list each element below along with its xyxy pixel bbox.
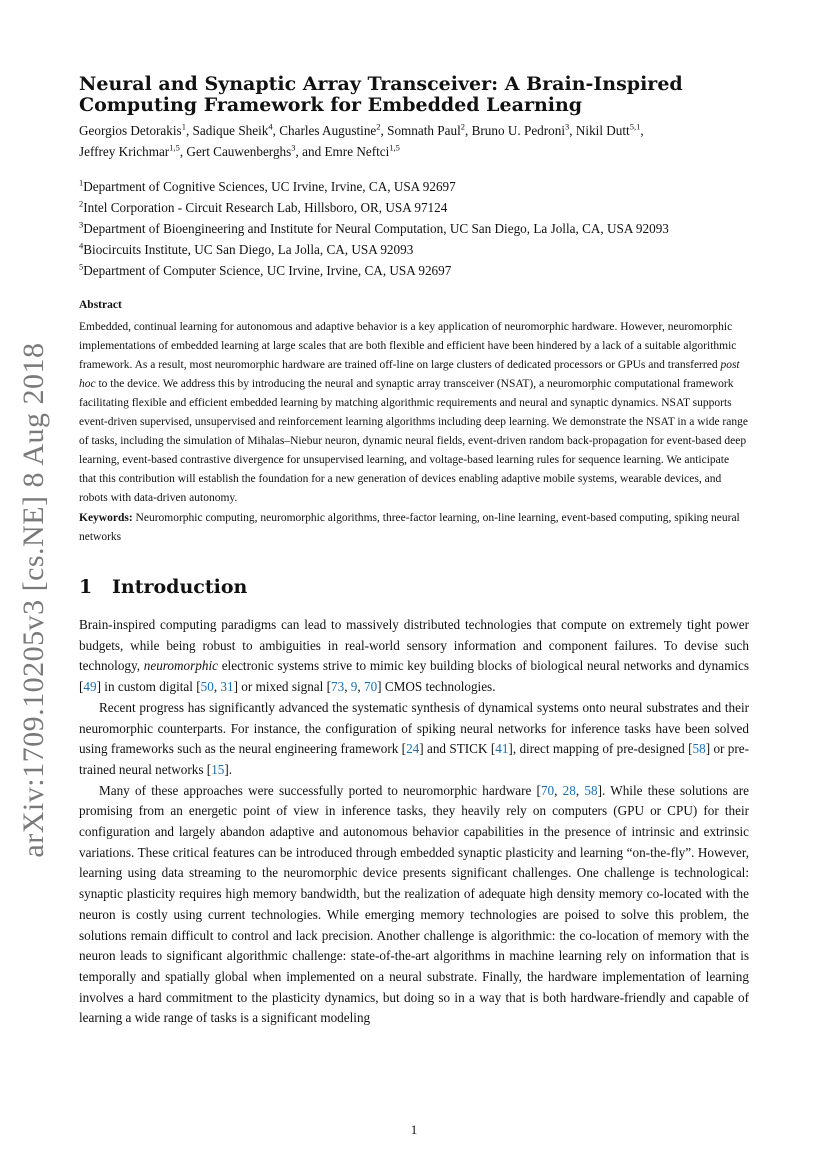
arxiv-stamp-text: arXiv:1709.10205v3 [cs.NE] 8 Aug 2018: [17, 342, 50, 858]
citation-link[interactable]: 70: [540, 782, 555, 798]
abstract-text: Embedded, continual learning for autonomous and adaptive behavior is a key application of neuromorphic hardware. However, neuromorphic implementations of embedded learning at large scales that are both flexible and efficient have been hindered by a lack of a suitable algorithmic framework. As a result, most neuromorphic hardware are trained off-line on large clusters of dedicated processors or GPUs and transferred post hoc to the device. We address this by introducing the neural and synaptic array transceiver (NSAT), a neuromorphic computational framework facilitating flexible and efficient embedded learning by matching algorithmic requirements and neural and synaptic dynamics. NSAT supports event-driven supervised, unsupervised and reinforcement learning algorithms including deep learning. We demonstrate the NSAT in a wide range of tasks, including the simulation of Mihalas–Niebur neuron, dynamic neural fields, event-driven random back-propagation for event-based deep learning, event-based contrastive divergence for unsupervised learning, and voltage-based learning rules for sequence learning. We anticipate that this contribution will establish the foundation for a new generation of devices enabling adaptive mobile systems, wearable devices, and robots with data-driven autonomy.: [79, 321, 748, 504]
citation-link[interactable]: 50: [200, 679, 214, 695]
citation-link[interactable]: 9: [350, 679, 358, 695]
paragraph: Recent progress has significantly advanced the systematic synthesis of dynamical systems onto neural substrates and their neuromorphic counterparts. For instance, the configuration of spiking neural networks for inference tasks have been solved using frameworks such as the neural engineering framework [24] and STICK [41], direct mapping of pre-designed [58] or pre-trained neural networks [15].: [79, 699, 750, 777]
author-list: Georgios Detorakis$^1$, Sadique Sheik$^4$, Charles Augustine$^2$, Somnath Paul$^2$, Bruno U. Pedroni$^3$, Nikil Dutt$^{5,1}$, Jeffrey Krichmar$^{1,5}$, Gert Cauwenberghs$^3$, and Emre Neftci$^{1,5}$: [79, 121, 644, 159]
keywords: [79, 509, 749, 547]
affiliation-list: [79, 176, 749, 281]
citation-link[interactable]: 58: [584, 782, 598, 798]
citation-link[interactable]: 24: [406, 741, 420, 757]
citation-link[interactable]: 41: [495, 741, 509, 757]
author: Georgios Detorakis$^1$: [79, 121, 186, 138]
author: Bruno U. Pedroni$^3$: [471, 121, 570, 138]
affiliation-item: $^4$Biocircuits Institute, UC San Diego, La Jolla, CA, USA 92093: [79, 240, 414, 257]
author-conjunction: and: [302, 144, 322, 159]
author: Nikil Dutt$^{5,1}$: [575, 121, 641, 138]
author: Charles Augustine$^2$: [279, 121, 381, 138]
keywords-label: Keywords:: [79, 512, 133, 524]
page-number: 1: [410, 1122, 418, 1137]
paragraph: Many of these approaches were successfully ported to neuromorphic hardware [70, 28, 58]. While these solutions are promising from an energetic point of view in inference tasks, they heavily rely on computers (GPU or CPU) for their configuration and largely abandon adaptive and autonomous behavior capabilities in the presence of intrinsic and extrinsic variations. These critical features can be introduced through embedded synaptic plasticity and learning “on-the-fly”. However, learning using data streaming to the neuromorphic device presents significant challenges. One challenge is technological: synaptic plasticity requires high memory bandwidth, but the realization of adequate high density memory co-located with the neuron is costly using current technologies. While emerging memory technologies are poised to solve this problem, the solutions remain difficult to control and lack precision. Another challenge is algorithmic: the co-location of memory with the neuron leads to significant algorithmic challenge: state-of-the-art algorithms in machine learning rely on information that is temporally and spatially global when implemented on a neural substrate. Finally, the hardware implementation of learning involves a hard commitment to the plasticity dynamics, but doing so in a way that is both hardware-friendly and capable of learning a wide range of tasks is a significant modeling: [79, 782, 750, 1026]
citation-link[interactable]: 58: [692, 741, 706, 757]
title-line-1: Neural and Synaptic Array Transceiver: A Brain-Inspired: [79, 73, 683, 95]
citation-link[interactable]: 70: [363, 679, 378, 695]
author: Somnath Paul$^2$: [387, 121, 466, 138]
section-number: 1: [79, 576, 93, 598]
paragraph: Brain-inspired computing paradigms can lead to massively distributed technologies that compute on extremely tight power budgets, while being robust to ambiguities in real-world sensory information and component failures. To devise such technology, neuromorphic electronic systems strive to mimic key building blocks of biological neural networks and dynamics [49] in custom digital [50, 31] or mixed signal [73, 9, 70] CMOS technologies.: [79, 617, 749, 695]
citation-link[interactable]: 31: [220, 679, 234, 695]
keywords-text: Neuromorphic computing, neuromorphic algorithms, three-factor learning, on-line learning, event-based computing, spiking neural networks: [79, 512, 740, 543]
citation-link[interactable]: 15: [211, 761, 225, 777]
author: Gert Cauwenberghs$^3$: [186, 142, 296, 159]
abstract-heading: Abstract: [79, 299, 122, 311]
section-body: [79, 615, 749, 1029]
author: Jeffrey Krichmar$^{1,5}$: [79, 142, 180, 159]
affiliation-item: $^2$Intel Corporation - Circuit Research Lab, Hillsboro, OR, USA 97124: [79, 198, 448, 215]
author: Emre Neftci$^{1,5}$: [324, 142, 400, 159]
affiliation-item: $^1$Department of Cognitive Sciences, UC Irvine, Irvine, CA, USA 92697: [79, 177, 456, 194]
affiliation-item: $^5$Department of Computer Science, UC Irvine, Irvine, CA, USA 92697: [79, 261, 452, 278]
paper-title: [79, 74, 749, 116]
affiliation-item: $^3$Department of Bioengineering and Institute for Neural Computation, UC San Diego, La Jolla, CA, USA 92093: [79, 219, 669, 236]
arxiv-stamp: [4, 340, 64, 860]
page-content: [79, 74, 749, 1029]
section-heading: [79, 575, 749, 599]
citation-link[interactable]: 49: [83, 679, 97, 695]
author: Sadique Sheik$^4$: [192, 121, 273, 138]
title-line-2: Computing Framework for Embedded Learning: [79, 94, 583, 116]
citation-link[interactable]: 73: [331, 679, 345, 695]
citation-link[interactable]: 28: [562, 782, 576, 798]
section-title: Introduction: [112, 576, 248, 598]
